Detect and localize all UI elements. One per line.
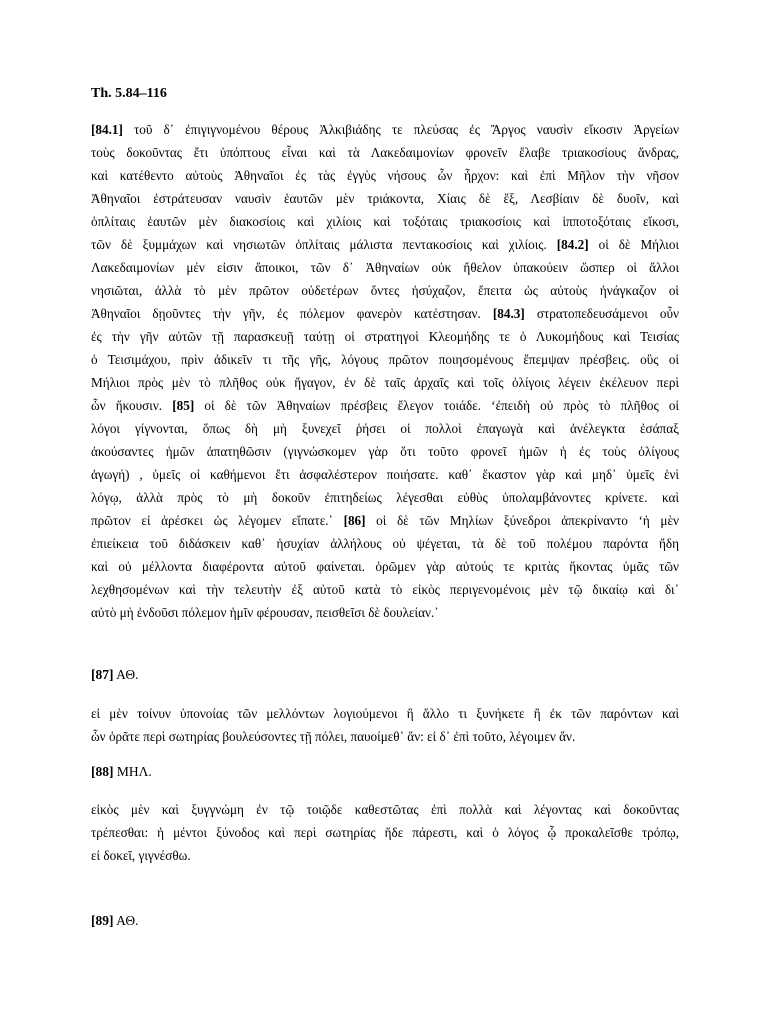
text-run: ὧν ὁρᾶτε περὶ σωτηρίας βουλεύσοντες τῇ πόλει, παυοίμεθ᾽ ἄν: εἰ δ᾽ ἐπὶ τοῦτο, λέγοιμεν ἄν. [91,729,576,744]
paragraph-88 [91,798,679,867]
text-line [91,371,679,394]
text-line [91,256,679,279]
text-line [91,233,679,256]
text-line [91,210,679,233]
text-line [91,463,679,486]
text-line [91,164,679,187]
text-run: ἀγωγή) , ὑμεῖς οἱ καθήμενοι ἔτι ἀσφαλέστερον ποιήσατε. καθ᾽ ἕκαστον γὰρ καὶ μηδ᾽ ὑμεῖς ἑνὶ [91,467,679,482]
text-run: στρατοπεδευσάμενοι οὖν [524,306,679,321]
text-line [91,417,679,440]
text-run: λόγῳ, ἀλλὰ πρὸς τὸ μὴ δοκοῦν ἐπιτηδείως λέγεσθαι εὐθὺς ὑπολαμβάνοντες κρίνετε. καὶ [91,490,679,505]
text-run: αὐτὸ μὴ ἐνδοῦσι πόλεμον ἡμῖν φέρουσαν, πεισθεῖσι δὲ δουλείαν.᾽ [91,605,439,620]
text-line [91,348,679,371]
text-run: Μήλιοι πρὸς μὲν τὸ πλῆθος οὐκ ἤγαγον, ἐν δὲ ταῖς ἀρχαῖς καὶ τοῖς ὀλίγοις λέγειν ἐκέλευον περὶ [91,375,679,390]
text-run: εἰ μὲν τοίνυν ὑπονοίας τῶν μελλόντων λογιούμενοι ἢ ἄλλο τι ξυνήκετε ἢ ἐκ τῶν παρόντων καὶ [91,706,679,721]
text-line [91,440,679,463]
text-line [91,821,679,844]
speaker-label: ΜΗΛ. [113,764,152,779]
text-line [91,798,679,821]
section-number: [84.2] [556,237,589,252]
section-number: [86] [343,513,366,528]
text-line [91,555,679,578]
text-line [91,302,679,325]
text-run: τοὺς δοκοῦντας ἔτι ὑπόπτους εἶναι καὶ τὰ Λακεδαιμονίων φρονεῖν ἔλαβε τριακοσίους ἄνδρας, [91,145,679,160]
text-run: τοῦ δ᾽ ἐπιγιγνομένου θέρους Ἀλκιβιάδης τε πλεύσας ἐς Ἄργος ναυσὶν εἴκοσιν Ἀργείων [122,122,679,137]
text-run: οἱ δὲ τῶν Μηλίων ξύνεδροι ἀπεκρίναντο ‘ἡ μὲν [365,513,679,528]
section-number: [87] [91,667,114,682]
text-run: ὁπλίταις ἑαυτῶν μὲν διακοσίοις καὶ χιλίοις καὶ τοξόταις τριακοσίοις καὶ ἱπποτοξόταις εἴκοσι, [91,214,679,229]
text-run: ἐπιείκεια τοῦ διδάσκειν καθ᾽ ἡσυχίαν ἀλλήλους οὐ ψέγεται, τὰ δὲ τοῦ πολέμου παρόντα ἤδη [91,536,679,551]
text-line [91,187,679,210]
text-run: εἰκὸς μὲν καὶ ξυγγνώμη ἐν τῷ τοιῷδε καθεστῶτας ἐπὶ πολλὰ καὶ λέγοντας καὶ δοκοῦντας [91,802,679,817]
text-run: ἐς τὴν γῆν αὐτῶν τῇ παρασκευῇ ταύτῃ οἱ στρατηγοὶ Κλεομήδης τε ὁ Λυκομήδους καὶ Τεισίας [91,329,679,344]
text-line [91,601,679,624]
text-line [91,141,679,164]
section-number: [84.3] [492,306,525,321]
text-line [91,486,679,509]
section-number: [84.1] [91,122,123,137]
text-run: οἱ δὲ τῶν Ἀθηναίων πρέσβεις ἔλεγον τοιάδε. ‘ἐπειδὴ οὐ πρὸς τὸ πλῆθος οἱ [194,398,679,413]
speaker-label: ΑΘ. [113,667,139,682]
text-run: καὶ κατέθεντο αὐτοὺς Ἀθηναῖοι ἐς τὰς ἐγγὺς νήσους ὧν ἦρχον: καὶ ἐπὶ Μῆλον τὴν νῆσον [91,168,679,183]
text-line [91,325,679,348]
section-heading-88 [91,764,152,780]
text-line [91,118,679,141]
document-title: Th. 5.84–116 [91,86,167,101]
text-run: Ἀθηναῖοι δῃοῦντες τὴν γῆν, ἐς πόλεμον φανερὸν κατέστησαν. [91,306,493,321]
section-heading-87 [91,667,138,683]
text-line [91,844,679,867]
text-line [91,578,679,601]
speaker-label: ΑΘ. [113,913,139,928]
text-line [91,279,679,302]
text-run: πρῶτον εἰ ἀρέσκει ὡς λέγομεν εἴπατε.᾽ [91,513,344,528]
text-run: λεχθησομένων καὶ τὴν τελευτὴν ἐξ αὐτοῦ κατὰ τὸ εἰκὸς περιγενομένοις μὲν τῷ δικαίῳ καὶ δι᾽ [91,582,679,597]
paragraph-84-86 [91,118,679,624]
text-run: λόγοι γίγνονται, ὅπως δὴ μὴ ξυνεχεῖ ῥήσει οἱ πολλοὶ ἐπαγωγὰ καὶ ἀνέλεγκτα ἐσάπαξ [91,421,679,436]
paragraph-87 [91,702,679,748]
text-run: νησιῶται, ἀλλὰ τὸ μὲν πρῶτον οὐδετέρων ὄντες ἡσύχαζον, ἔπειτα ὡς αὐτοὺς ἠνάγκαζον οἱ [91,283,679,298]
section-number: [89] [91,913,114,928]
text-run: Ἀθηναῖοι ἐστράτευσαν ναυσὶν ἑαυτῶν μὲν τριάκοντα, Χίαις δὲ ἕξ, Λεσβίαιν δὲ δυοῖν, καὶ [91,191,679,206]
text-line [91,532,679,555]
text-run: Λακεδαιμονίων μέν εἰσιν ἄποικοι, τῶν δ᾽ Ἀθηναίων οὐκ ἤθελον ὑπακούειν ὥσπερ οἱ ἄλλοι [91,260,679,275]
text-line [91,394,679,417]
text-line [91,509,679,532]
text-run: οἱ δὲ Μήλιοι [588,237,679,252]
text-line [91,725,679,748]
text-run: καὶ οὐ μέλλοντα διαφέροντα αὐτοῦ φαίνεται. ὁρῶμεν γὰρ αὐτούς τε κριτὰς ἥκοντας ὑμᾶς τῶν [91,559,679,574]
text-run: ὁ Τεισιμάχου, πρὶν ἀδικεῖν τι τῆς γῆς, λόγους πρῶτον ποιησομένους ἔπεμψαν πρέσβεις. οὓς οἱ [91,352,679,367]
section-heading-89 [91,913,138,929]
text-line [91,702,679,725]
text-run: εἰ δοκεῖ, γιγνέσθω. [91,848,191,863]
section-number: [88] [91,764,114,779]
text-run: ὧν ἥκουσιν. [91,398,173,413]
text-run: ἀκούσαντες ἡμῶν ἀπατηθῶσιν (γιγνώσκομεν γὰρ ὅτι τοῦτο φρονεῖ ἡμῶν ἡ ἐς τοὺς ὀλίγους [91,444,679,459]
section-number: [85] [172,398,195,413]
text-run: τῶν δὲ ξυμμάχων καὶ νησιωτῶν ὁπλίταις μάλιστα πεντακοσίοις καὶ χιλίοις. [91,237,557,252]
text-run: τρέπεσθαι: ἡ μέντοι ξύνοδος καὶ περὶ σωτηρίας ἥδε πάρεστι, καὶ ὁ λόγος ᾧ προκαλεῖσθε τρόπῳ, [91,825,679,840]
